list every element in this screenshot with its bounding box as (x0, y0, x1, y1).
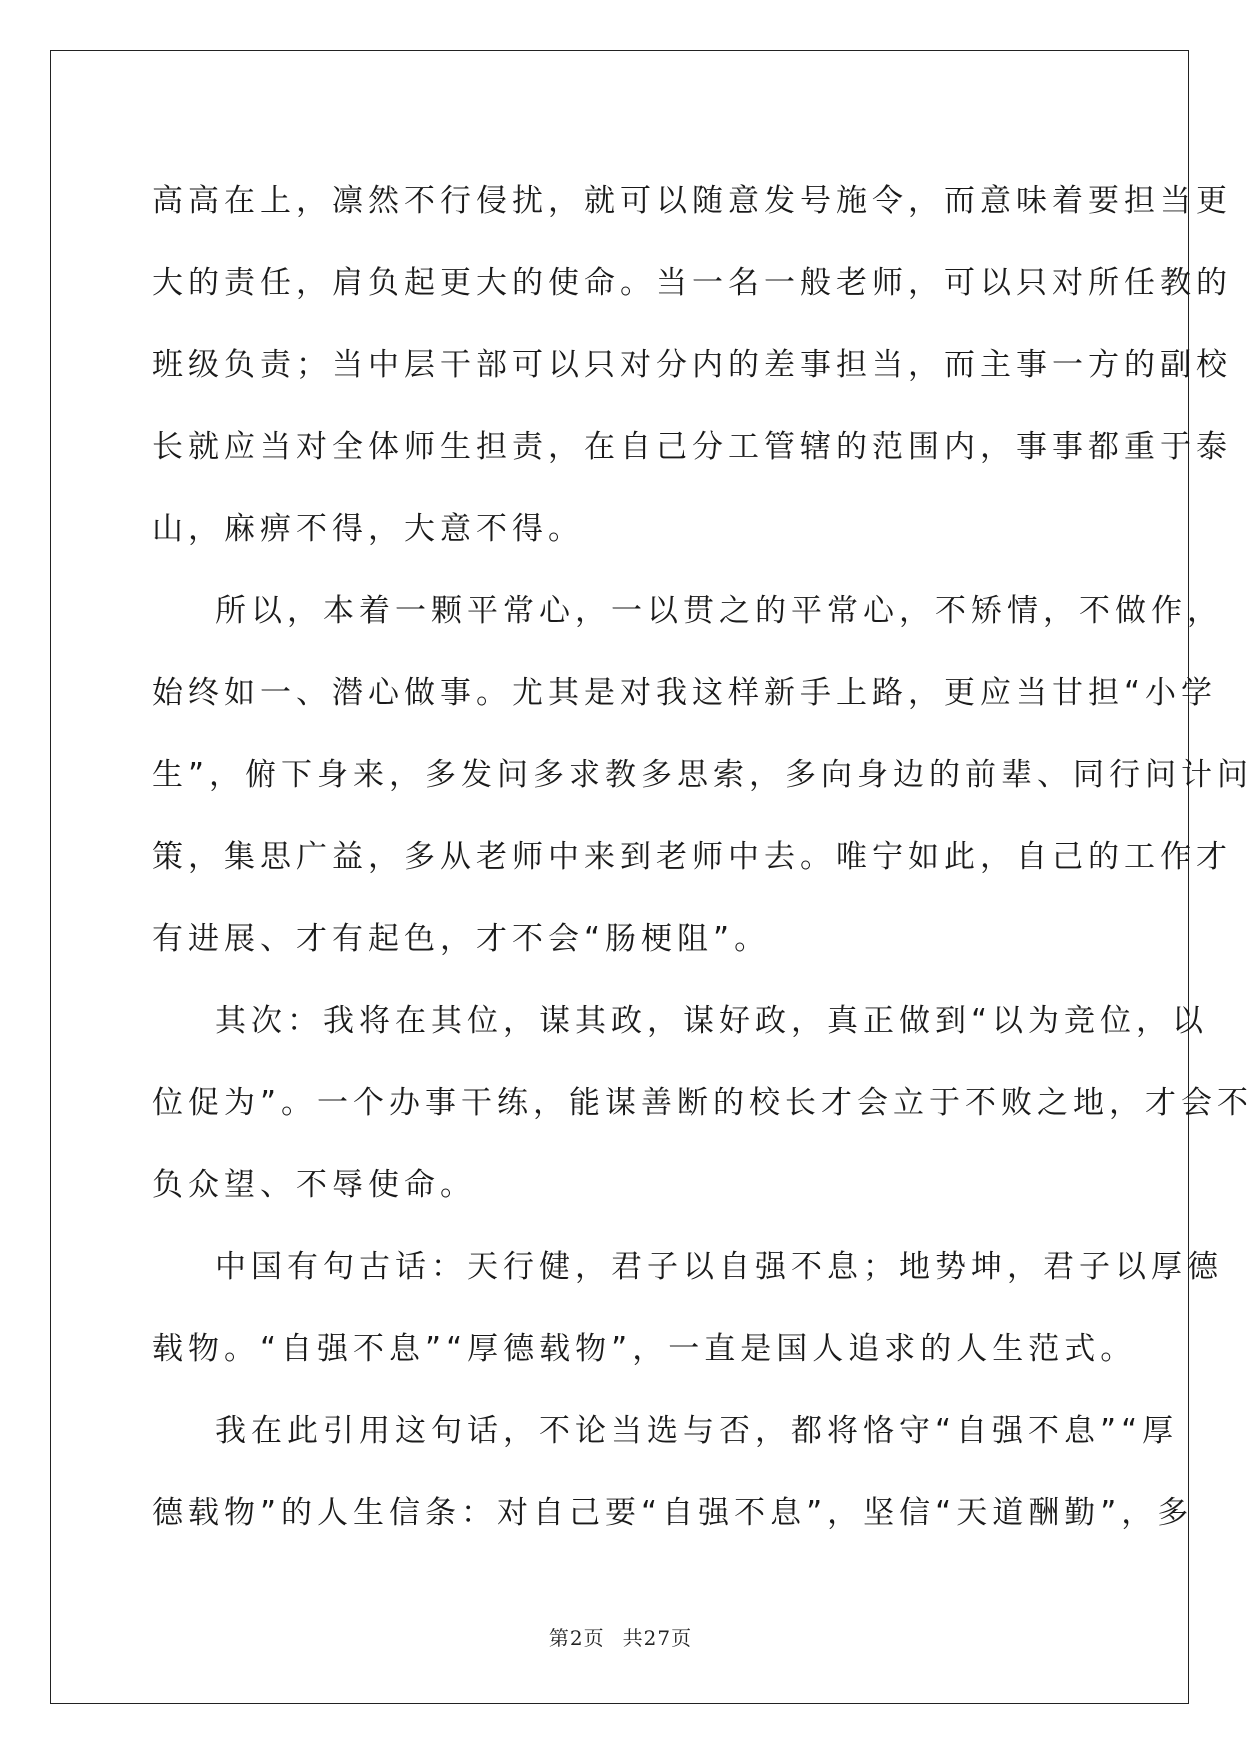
paragraph-first-line: 我在此引用这句话，不论当选与否，都将恪守“自强不息”“厚 (215, 1413, 1179, 1449)
page-total: 共27页 (622, 1626, 693, 1650)
text-line: 班级负责；当中层干部可以只对分内的差事担当，而主事一方的副校 (152, 347, 1232, 383)
text-line: 德载物”的人生信条：对自己要“自强不息”，坚信“天道酬勤”，多 (152, 1495, 1194, 1531)
text-line: 生”，俯下身来，多发问多求教多思索，多向身边的前辈、同行问计问 (152, 757, 1253, 793)
text-line: 有进展、才有起色，才不会“肠梗阻”。 (152, 921, 771, 957)
text-line: 长就应当对全体师生担责，在自己分工管辖的范围内，事事都重于泰 (152, 429, 1232, 465)
text-line: 负众望、不辱使命。 (152, 1167, 476, 1203)
text-line: 大的责任，肩负起更大的使命。当一名一般老师，可以只对所任教的 (152, 265, 1232, 301)
text-line: 位促为”。一个办事干练，能谋善断的校长才会立于不败之地，才会不 (152, 1085, 1253, 1121)
text-line: 策，集思广益，多从老师中来到老师中去。唯宁如此，自己的工作才 (152, 839, 1232, 875)
text-line: 载物。“自强不息”“厚德载物”，一直是国人追求的人生范式。 (152, 1331, 1137, 1367)
page-footer (0, 1622, 1241, 1651)
text-line: 山，麻痹不得，大意不得。 (152, 511, 584, 547)
paragraph-first-line: 其次：我将在其位，谋其政，谋好政，真正做到“以为竞位，以 (215, 1003, 1209, 1039)
text-line: 始终如一、潜心做事。尤其是对我这样新手上路，更应当甘担“小学 (152, 675, 1218, 711)
text-line: 高高在上，凛然不行侵扰，就可以随意发号施令，而意味着要担当更 (152, 183, 1232, 219)
paragraph-first-line: 中国有句古话：天行健，君子以自强不息；地势坤，君子以厚德 (215, 1249, 1223, 1285)
document-body (152, 160, 1253, 1554)
paragraph-first-line: 所以，本着一颗平常心，一以贯之的平常心，不矫情，不做作， (215, 593, 1223, 629)
page-number: 第2页 (548, 1626, 605, 1650)
